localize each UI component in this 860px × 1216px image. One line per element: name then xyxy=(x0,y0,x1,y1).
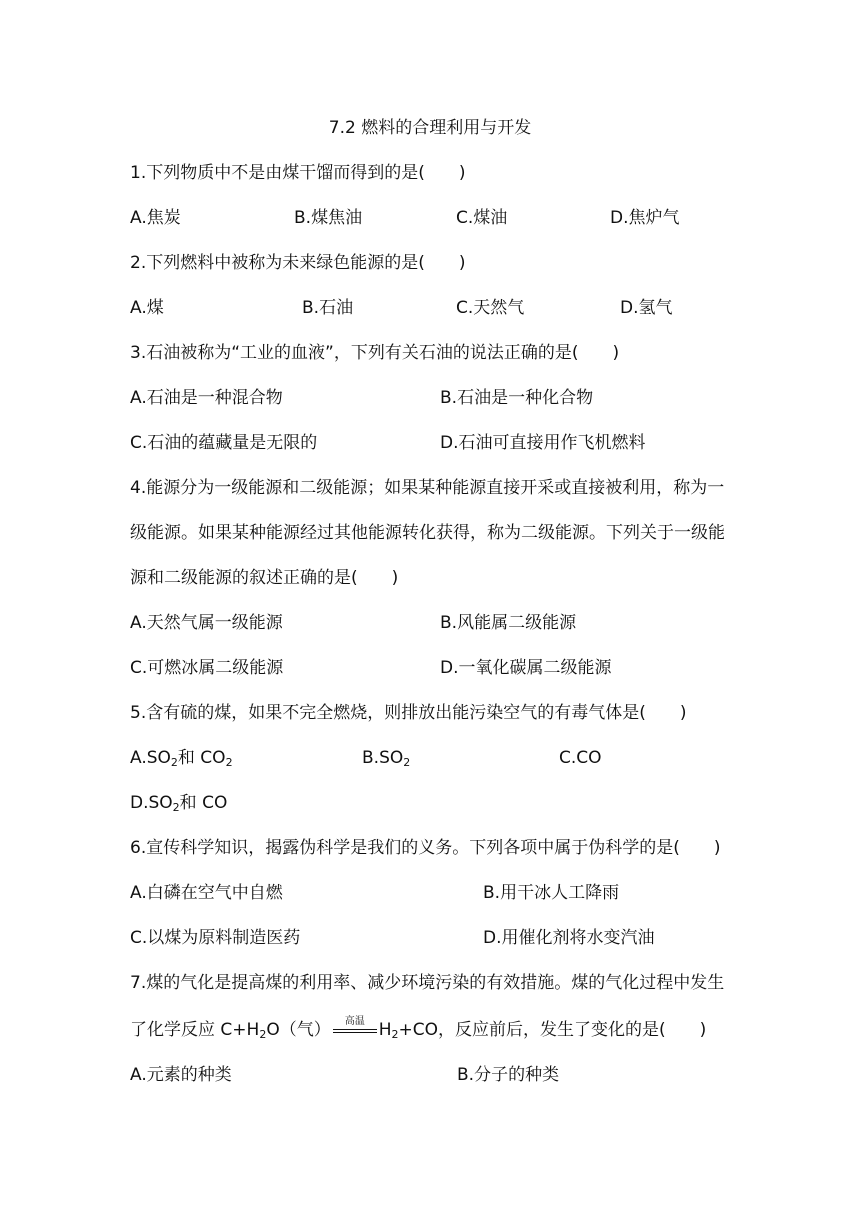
q4-option-c: C.可燃冰属二级能源 xyxy=(130,658,284,678)
q6-option-d: D.用催化剂将水变汽油 xyxy=(483,928,655,948)
question-4-stem-line-1: 4.能源分为一级能源和二级能源；如果某种能源直接开采或直接被利用，称为一 xyxy=(130,478,725,498)
reaction-condition-label: 高温 xyxy=(344,1016,365,1027)
q6-option-b: B.用干冰人工降雨 xyxy=(483,883,620,903)
q3-option-c: C.石油的蕴藏量是无限的 xyxy=(130,433,318,453)
question-7-stem-line-2: 了化学反应 $C+H_2O$（气） 高温 $H_2+CO$，反应前后，发生了变化的是( ) xyxy=(130,1019,706,1041)
q5-option-d: $D.SO_2$和 CO xyxy=(130,793,228,814)
q3-option-d: D.石油可直接用作飞机燃料 xyxy=(440,433,646,453)
question-7-stem-line-1: 7.煤的气化是提高煤的利用率、减少环境污染的有效措施。煤的气化过程中发生 xyxy=(130,973,725,993)
question-5-stem: 5.含有硫的煤，如果不完全燃烧，则排放出能污染空气的有毒气体是( ) xyxy=(130,703,687,723)
question-2-stem: 2.下列燃料中被称为未来绿色能源的是( ) xyxy=(130,253,466,273)
question-4-stem-line-2: 级能源。如果某种能源经过其他能源转化获得，称为二级能源。下列关于一级能 xyxy=(130,523,725,543)
q7-option-b: B.分子的种类 xyxy=(457,1065,560,1085)
q4-option-b: B.风能属二级能源 xyxy=(440,613,577,633)
q2-option-b: B.石油 xyxy=(302,298,354,318)
q3-option-a: A.石油是一种混合物 xyxy=(130,388,283,408)
page-title: 7.2 燃料的合理利用与开发 xyxy=(328,118,532,138)
q1-option-a: A.焦炭 xyxy=(130,208,181,228)
q1-option-c: C.煤油 xyxy=(456,208,508,228)
q7-option-a: A.元素的种类 xyxy=(130,1065,232,1085)
q2-option-d: D.氢气 xyxy=(620,298,673,318)
q5-option-b: $B.SO_2$ xyxy=(362,748,411,769)
q5-option-c: C.CO xyxy=(559,748,602,768)
q4-option-a: A.天然气属一级能源 xyxy=(130,613,283,633)
q5-option-a: $A.SO_2$和 $CO_2$ xyxy=(130,748,233,769)
question-3-stem: 3.石油被称为“工业的血液”，下列有关石油的说法正确的是( ) xyxy=(130,343,620,363)
question-1-stem: 1.下列物质中不是由煤干馏而得到的是( ) xyxy=(130,163,466,183)
q3-option-b: B.石油是一种化合物 xyxy=(440,388,594,408)
q6-option-c: C.以煤为原料制造医药 xyxy=(130,928,301,948)
question-6-stem: 6.宣传科学知识，揭露伪科学是我们的义务。下列各项中属于伪科学的是( ) xyxy=(130,838,721,858)
q1-option-d: D.焦炉气 xyxy=(610,208,680,228)
q2-option-a: A.煤 xyxy=(130,298,164,318)
question-4-stem-line-3: 源和二级能源的叙述正确的是( ) xyxy=(130,568,399,588)
q2-option-c: C.天然气 xyxy=(456,298,525,318)
q6-option-a: A.白磷在空气中自燃 xyxy=(130,883,283,903)
q4-option-d: D.一氧化碳属二级能源 xyxy=(440,658,612,678)
q1-option-b: B.煤焦油 xyxy=(294,208,363,228)
reaction-condition-arrow xyxy=(333,1016,377,1041)
